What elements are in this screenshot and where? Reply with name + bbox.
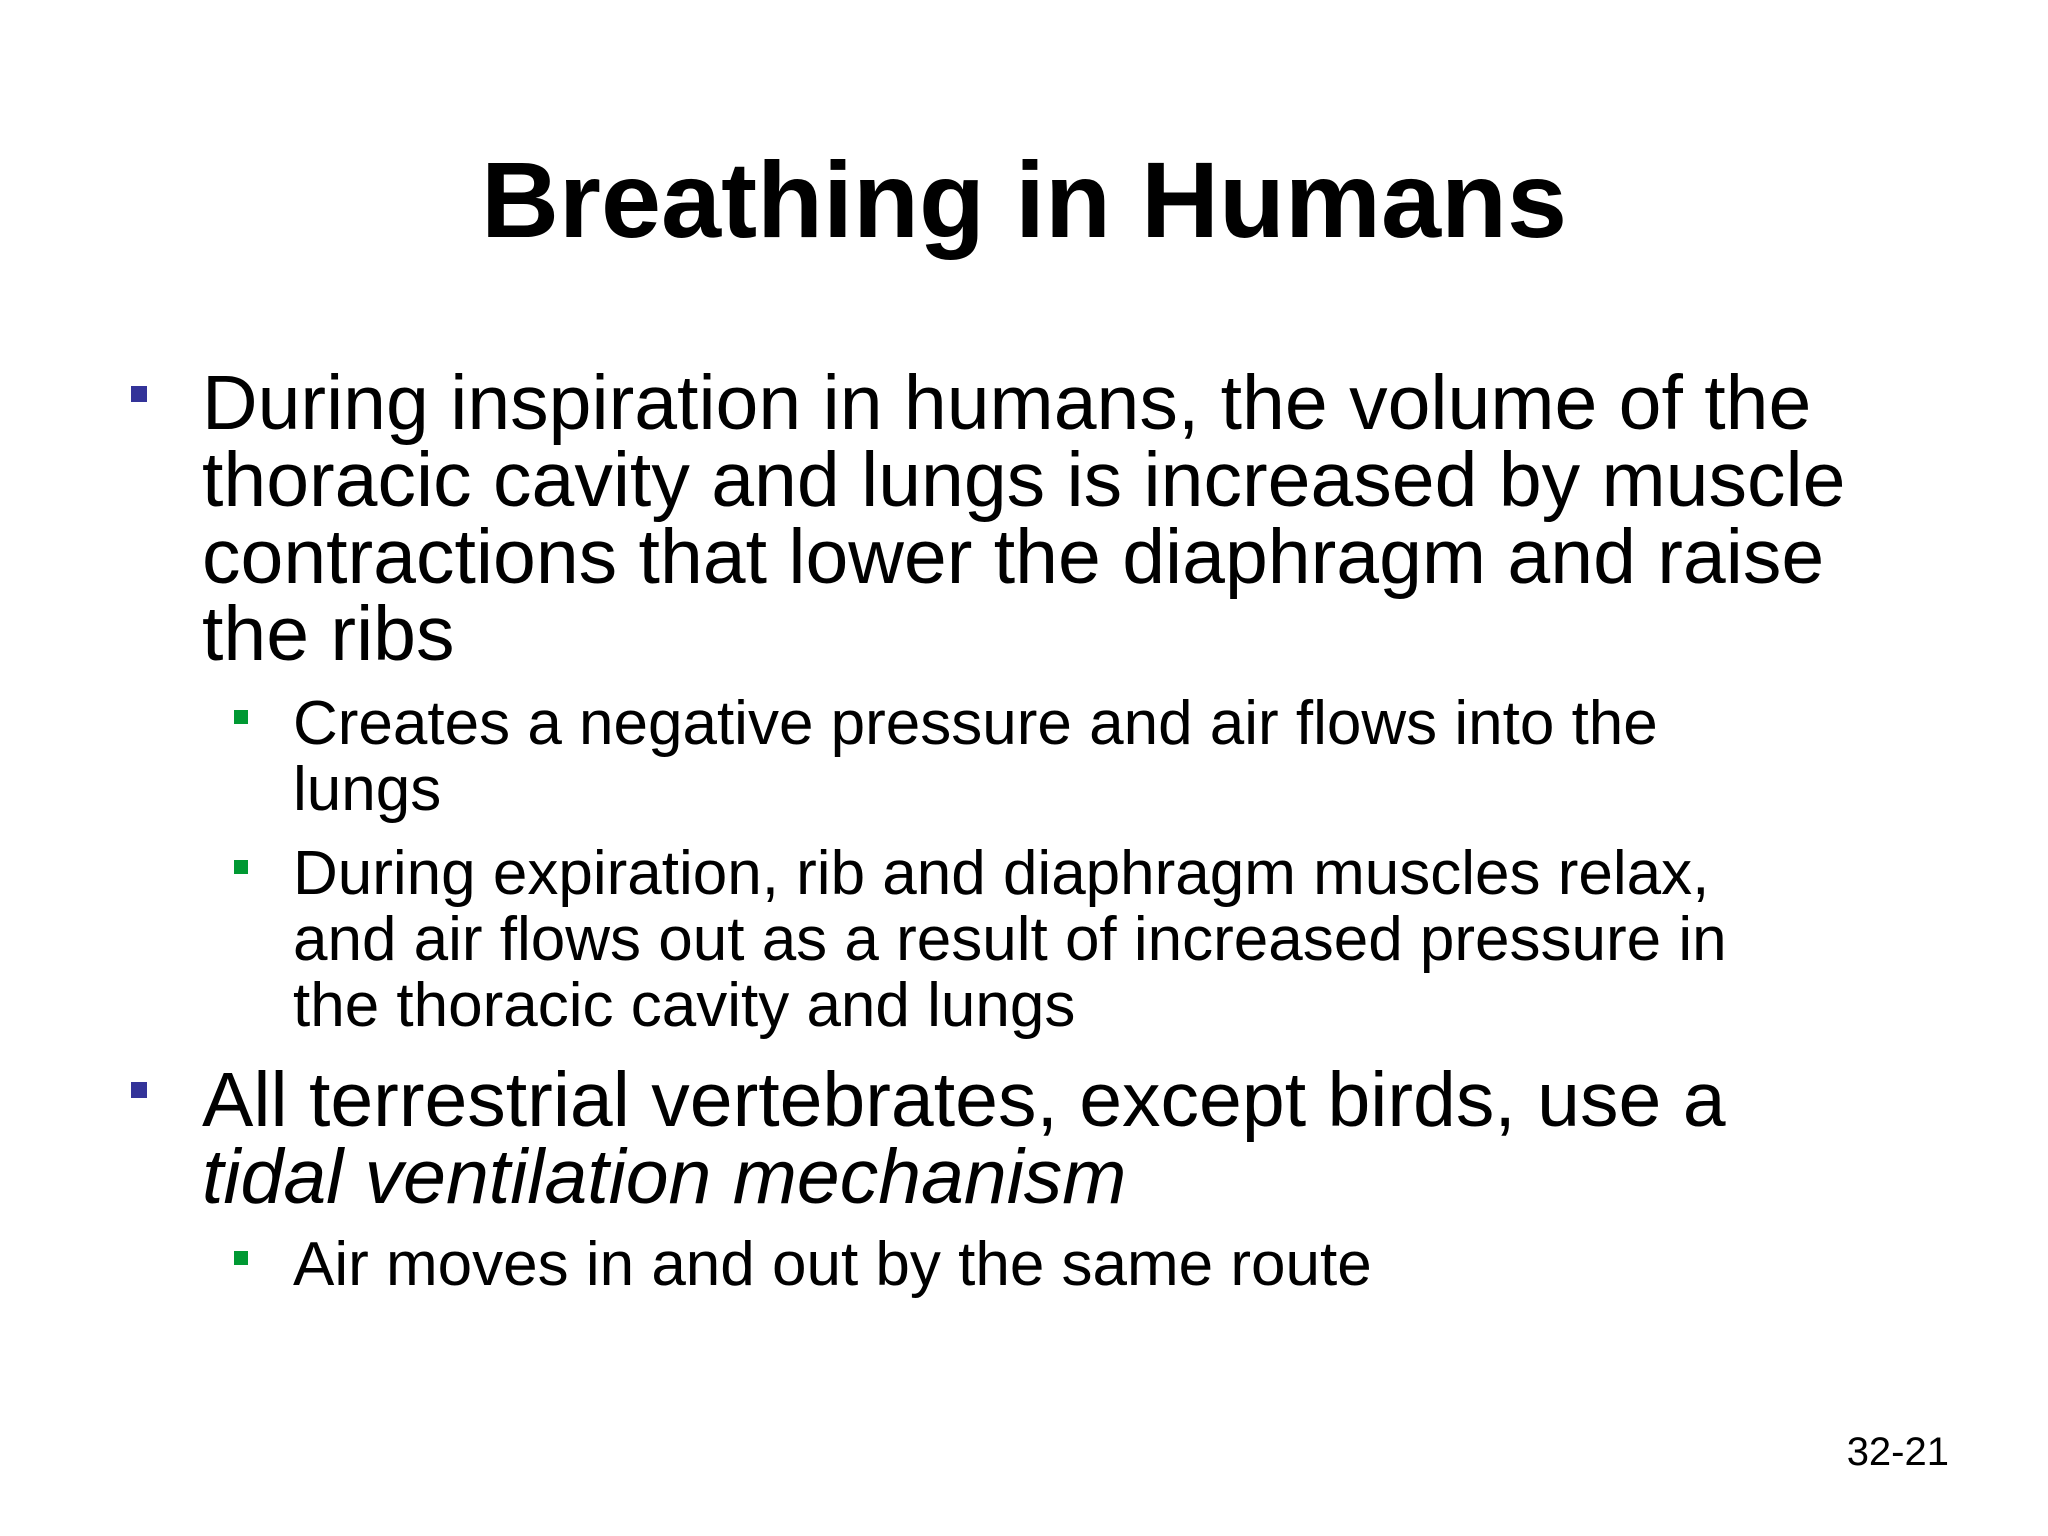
bullet-text <box>202 360 1846 677</box>
bullet-line: thoracic cavity and lungs is increased by muscle <box>202 437 1846 523</box>
slide-title: Breathing in Humans <box>480 139 1568 260</box>
sub-bullet-line: the thoracic cavity and lungs <box>293 971 1076 1040</box>
square-bullet-icon <box>234 710 248 724</box>
square-bullet-icon <box>234 860 248 874</box>
square-bullet-icon <box>131 1082 147 1098</box>
sub-bullet-text <box>293 841 1727 1039</box>
bullet-text <box>202 1057 1726 1220</box>
page-number: 32-21 <box>1846 1430 1949 1474</box>
bullet-line: During inspiration in humans, the volume of the <box>202 360 1812 446</box>
square-bullet-icon <box>131 386 147 402</box>
sub-bullet-line: and air flows out as a result of increased pressure in <box>293 905 1727 974</box>
sub-bullet-line: lungs <box>293 755 442 824</box>
sub-bullet-text <box>293 1232 1372 1298</box>
sub-bullet-text <box>293 691 1658 823</box>
square-bullet-icon <box>234 1251 248 1265</box>
bullet-line-italic: tidal ventilation mechanism <box>202 1134 1127 1220</box>
sub-bullet-line: Air moves in and out by the same route <box>293 1230 1372 1299</box>
bullet-line: contractions that lower the diaphragm and raise <box>202 514 1825 600</box>
bullet-line: All terrestrial vertebrates, except birds, use a <box>202 1057 1726 1143</box>
sub-bullet-line: Creates a negative pressure and air flows into the <box>293 689 1658 758</box>
sub-bullet-line: During expiration, rib and diaphragm muscles relax, <box>293 839 1710 908</box>
bullet-line: the ribs <box>202 591 455 677</box>
